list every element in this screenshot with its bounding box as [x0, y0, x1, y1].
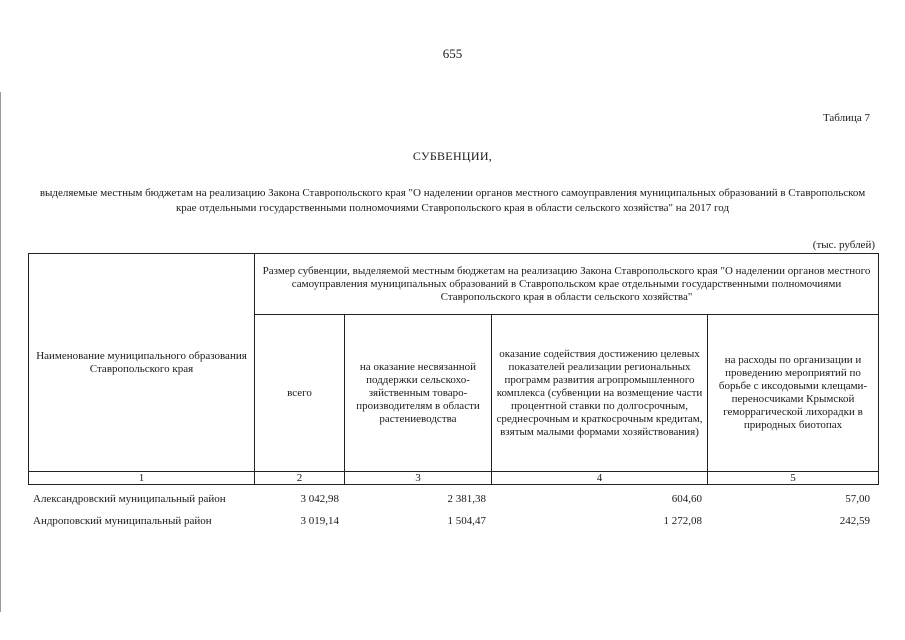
- column-number: 3: [345, 472, 492, 485]
- subsidy-table-header: [28, 253, 879, 485]
- column-number: 2: [255, 472, 345, 485]
- header-crop-support: на оказание несвязанной поддержки сельскохо-зяйственным товаро-производителям в области растениеводства: [345, 315, 492, 472]
- table-row: [28, 514, 878, 528]
- total-value: 3 042,98: [300, 493, 339, 505]
- column-number: 4: [492, 472, 708, 485]
- header-municipality: Наименование муниципального образования Ставропольского края: [29, 254, 255, 472]
- header-credit-subsidy: оказание содействия достижению целевых показателей реализации региональных программ развития агропромышленного комплекса (субвенции на возмещение части процентной ставки по долгосрочным, среднесрочным и краткосрочным кредитам, взятым малыми формами хозяйствования): [492, 315, 708, 472]
- total-value: 3 019,14: [300, 515, 339, 527]
- table-body: [28, 492, 878, 536]
- credit-subsidy-value: 604,60: [671, 493, 702, 505]
- credit-subsidy-value: 1 272,08: [663, 515, 702, 527]
- column-number: 5: [708, 472, 879, 485]
- document-subtitle: выделяемые местным бюджетам на реализацию Закона Ставропольского края "О наделении органов местного самоуправления муниципальных образований в Ставропольском крае отдельными государственными полномочиями Ставропольского края в области сельского хозяйства" на 2017 год: [39, 187, 866, 214]
- header-tick-control: на расходы по организации и проведению мероприятий по борьбе с иксодовыми клещами-переносчиками Крымской геморрагической лихорадки в природных биотопах: [708, 315, 879, 472]
- header-total: всего: [255, 315, 345, 472]
- header-subsidy-size: Размер субвенции, выделяемой местным бюджетам на реализацию Закона Ставропольского края "О наделении органов местного самоуправления муниципальных образований в Ставропольском крае отдельными государственными полномочиями Ставропольского края в области сельского хозяйства": [255, 254, 879, 315]
- units-label: (тыс. рублей): [812, 239, 875, 251]
- tick-control-value: 57,00: [845, 493, 870, 505]
- municipality-name: Андроповский муниципальный район: [33, 515, 212, 527]
- page-number: 655: [442, 46, 463, 61]
- table-row: [28, 492, 878, 506]
- document-title: СУБВЕНЦИИ,: [412, 149, 493, 163]
- table-label: Таблица 7: [822, 112, 870, 124]
- page-edge-line: [0, 92, 1, 612]
- municipality-name: Александровский муниципальный район: [33, 493, 226, 505]
- crop-support-value: 2 381,38: [447, 493, 486, 505]
- tick-control-value: 242,59: [839, 515, 870, 527]
- crop-support-value: 1 504,47: [447, 515, 486, 527]
- column-number: 1: [29, 472, 255, 485]
